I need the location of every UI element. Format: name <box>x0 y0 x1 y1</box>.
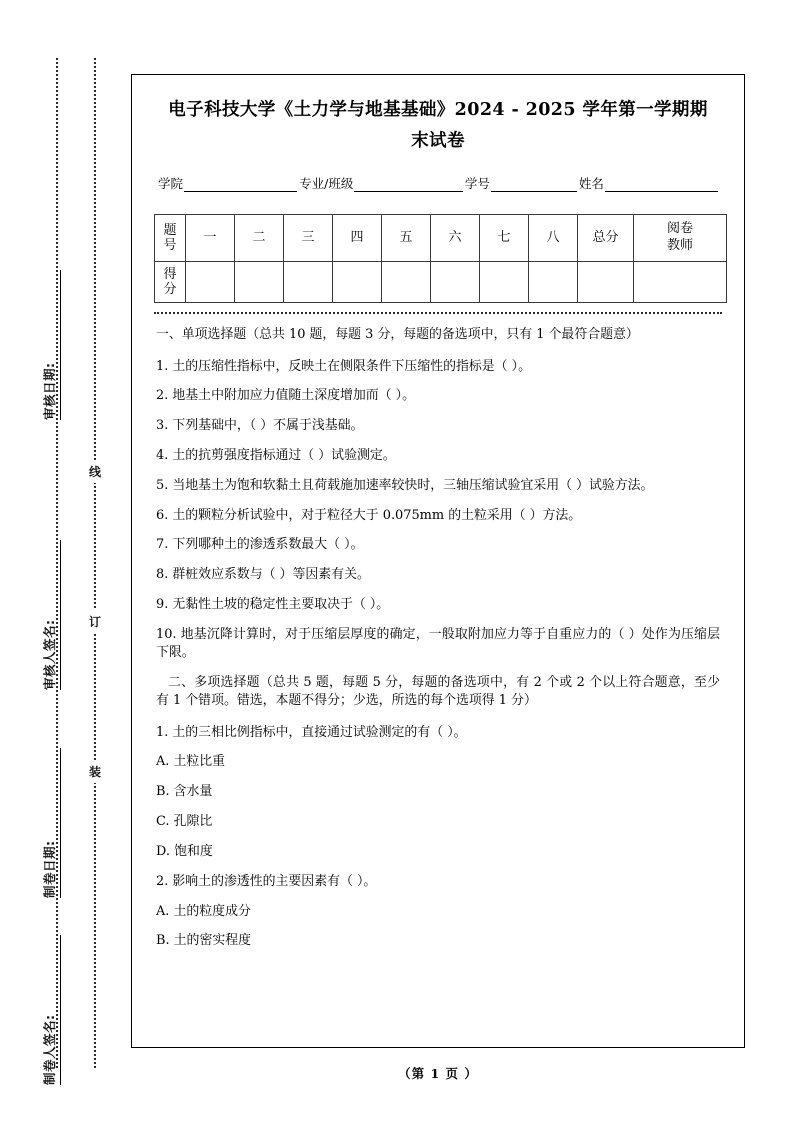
question-item-1-10: 10. 地基沉降计算时，对于压缩层厚度的确定，一般取附加应力等于自重应力的（ ）处作为压缩层下限。 <box>156 626 720 661</box>
score-col-header-6: 六 <box>431 215 480 262</box>
score-cell-7[interactable] <box>480 262 529 303</box>
student-name-label: 姓名 <box>578 176 604 192</box>
page-title: 电子科技大学《土力学与地基基础》2024 - 2025 学年第一学期期末试卷 <box>168 100 708 151</box>
question-item-1-9: 9. 无黏性土坡的稳定性主要取决于（ ）。 <box>156 597 390 613</box>
score-table-header-row <box>155 215 727 262</box>
question-item-2-1-option-c: C. 孔隙比 <box>156 814 213 830</box>
question-item-1-2: 2. 地基土中附加应力值随土深度增加而（ ）。 <box>156 388 415 404</box>
row-label-number-char-2: 号 <box>163 238 177 254</box>
row-label-number-char-1: 题 <box>163 222 177 238</box>
score-col-header-grader <box>634 215 727 262</box>
major-class-label: 专业/班级 <box>299 176 354 192</box>
score-table-row-label-score <box>155 262 186 303</box>
question-item-2-2-option-a: A. 土的粒度成分 <box>156 903 251 919</box>
score-col-header-4: 四 <box>333 215 382 262</box>
section-heading-single-choice: 一、单项选择题（总共 10 题，每题 3 分，每题的备选项中，只有 1 个最符合题意） <box>156 327 639 343</box>
margin-label-review-date-text: 审核日期: <box>40 270 61 420</box>
score-cell-8[interactable] <box>529 262 578 303</box>
margin-label-reviewer-signature-text: 审核人签名: <box>40 540 61 690</box>
score-cell-total[interactable] <box>578 262 634 303</box>
score-cell-2[interactable] <box>235 262 284 303</box>
student-name-input[interactable] <box>605 178 718 192</box>
grader-label-line-1: 阅卷 <box>666 221 693 237</box>
left-margin <box>0 0 128 1122</box>
grader-label-line-2: 教师 <box>666 238 693 254</box>
question-item-1-5: 5. 当地基土为饱和软黏土且荷载施加速率较快时，三轴压缩试验宜采用（ ）试验方法。 <box>156 477 654 493</box>
row-label-score-char-1: 得 <box>163 266 177 282</box>
question-item-1-4: 4. 土的抗剪强度指标通过（ ）试验测定。 <box>156 448 396 463</box>
questions-body <box>156 326 720 950</box>
question-item-2-1-option-d: D. 饱和度 <box>156 843 213 859</box>
question-item-2-2: 2. 影响土的渗透性的主要因素有（ ）。 <box>156 873 377 889</box>
score-cell-1[interactable] <box>186 262 235 303</box>
question-item-1-3: 3. 下列基础中，（ ）不属于浅基础。 <box>156 418 364 434</box>
college-input[interactable] <box>184 178 297 192</box>
score-table-row-label-number <box>155 215 186 262</box>
score-table-value-row <box>155 262 727 303</box>
margin-label-maker-date-text: 制卷日期: <box>40 748 61 898</box>
binding-char-zhuang: 装 <box>86 760 104 783</box>
question-item-1-7: 7. 下列哪种土的渗透系数最大（ ）。 <box>156 537 364 553</box>
question-item-2-1-option-b: B. 含水量 <box>156 784 213 800</box>
margin-label-maker-signature <box>40 785 61 1085</box>
student-id-input[interactable] <box>491 178 577 192</box>
score-col-header-total: 总分 <box>578 215 634 262</box>
score-col-header-2: 二 <box>235 215 284 262</box>
score-col-header-5: 五 <box>382 215 431 262</box>
section-heading-multiple-choice: 二、多项选择题（总共 5 题，每题 5 分，每题的备选项中，有 2 个或 2 个以上符合题意，至少有 1 个错项。错选，本题不得分；少选，所选的每个选项得 1 分） <box>156 675 720 709</box>
score-cell-grader[interactable] <box>634 262 727 303</box>
score-col-header-7: 七 <box>480 215 529 262</box>
score-cell-5[interactable] <box>382 262 431 303</box>
identity-fields-row <box>158 174 718 192</box>
question-item-2-2-option-b: B. 土的密实程度 <box>156 933 252 949</box>
margin-label-maker-signature-text: 制卷人签名: <box>40 935 61 1085</box>
row-label-score-char-2: 分 <box>163 282 177 298</box>
page-footer <box>131 1064 745 1082</box>
score-col-header-1: 一 <box>186 215 235 262</box>
exam-paper-frame <box>131 74 745 1048</box>
question-item-2-1: 1. 土的三相比例指标中，直接通过试验测定的有（ ）。 <box>156 724 467 740</box>
question-item-1-8: 8. 群桩效应系数与（ ）等因素有关。 <box>156 567 370 583</box>
binding-char-xian: 线 <box>86 460 104 483</box>
score-table <box>154 214 727 303</box>
question-item-1-6: 6. 土的颗粒分析试验中，对于粒径大于 0.075mm 的土粒采用（ ）方法。 <box>156 507 582 523</box>
binding-char-ding: 订 <box>86 610 104 633</box>
score-cell-6[interactable] <box>431 262 480 303</box>
score-col-header-8: 八 <box>529 215 578 262</box>
college-label: 学院 <box>158 176 184 192</box>
question-item-2-1-option-a: A. 土粒比重 <box>156 754 226 770</box>
question-item-1-1: 1. 土的压缩性指标中，反映土在侧限条件下压缩性的指标是（ ）。 <box>156 358 531 374</box>
major-class-input[interactable] <box>354 178 463 192</box>
score-cell-3[interactable] <box>284 262 333 303</box>
score-cell-4[interactable] <box>333 262 382 303</box>
score-table-dotted-separator <box>154 312 722 314</box>
student-id-label: 学号 <box>464 176 490 192</box>
page-number-marker: （第 1 页 ） <box>398 1066 478 1081</box>
binding-dotted-rule <box>94 58 96 1068</box>
score-col-header-3: 三 <box>284 215 333 262</box>
margin-label-review-date <box>40 120 61 420</box>
